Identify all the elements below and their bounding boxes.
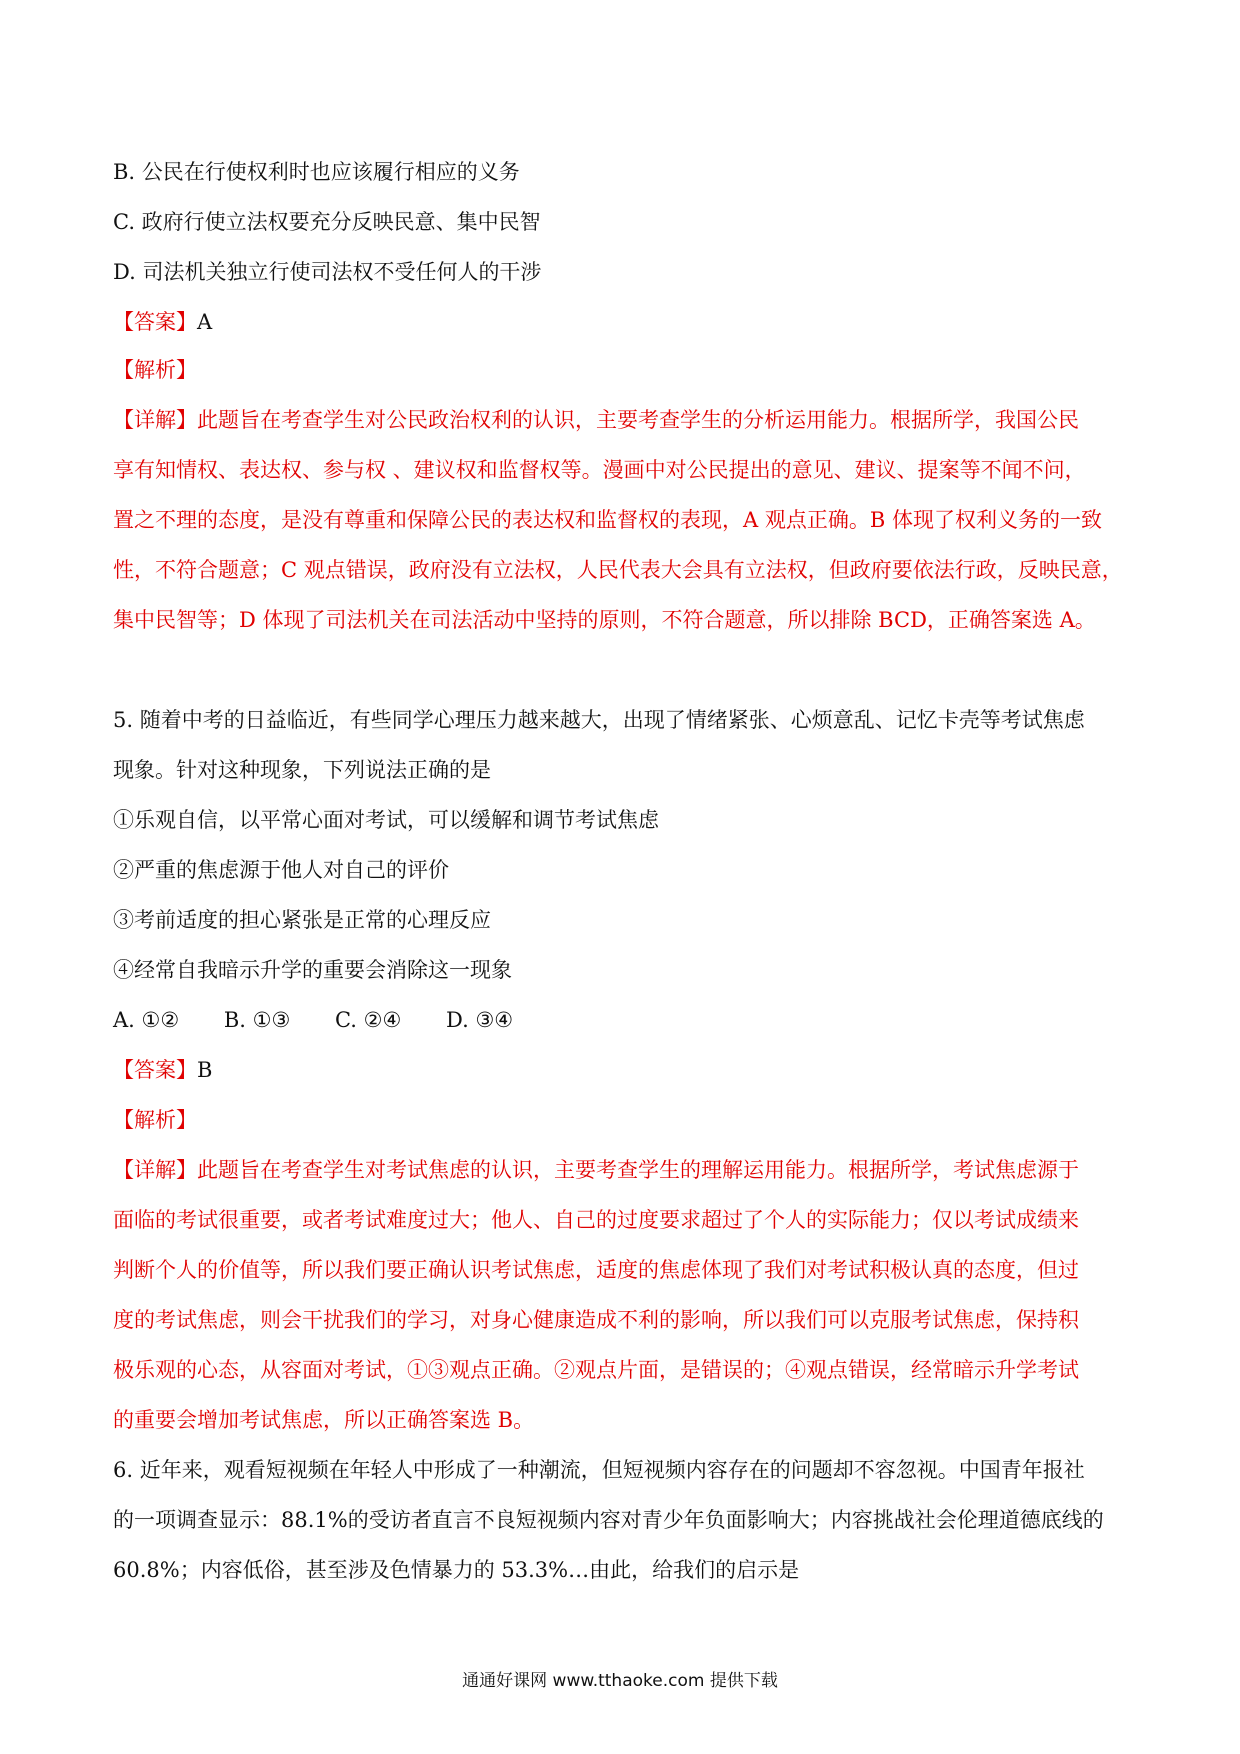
answer-label: 【答案】 <box>113 1058 197 1082</box>
detail-text: 此题旨在考查学生对公民政治权利的认识，主要考查学生的分析运用能力。根据所学，我国公民 <box>197 408 1079 432</box>
analysis-label: 【解析】 <box>113 1108 197 1132</box>
statement-2: ②严重的焦虑源于他人对自己的评价 <box>113 858 449 882</box>
statement-4: ④经常自我暗示升学的重要会消除这一现象 <box>113 958 512 982</box>
detail-line: 置之不理的态度，是没有尊重和保障公民的表达权和监督权的表现，A 观点正确。B 体现了权利义务的一致 <box>113 508 1102 532</box>
statement-1: ①乐观自信，以平常心面对考试，可以缓解和调节考试焦虑 <box>113 808 659 832</box>
answer-line <box>113 306 1133 338</box>
option-b: B. 公民在行使权利时也应该履行相应的义务 <box>113 160 520 184</box>
detail-label: 【详解】 <box>113 408 197 432</box>
answer-line <box>113 1054 1133 1086</box>
question-stem: 5. 随着中考的日益临近，有些同学心理压力越来越大，出现了情绪紧张、心烦意乱、记忆卡壳等考试焦虑 <box>113 708 1085 732</box>
choice-d: D. ③④ <box>446 1008 514 1032</box>
detail-line: 极乐观的心态，从容面对考试，①③观点正确。②观点片面，是错误的；④观点错误，经常暗示升学考试 <box>113 1358 1079 1382</box>
answer-label: 【答案】 <box>113 310 197 334</box>
question-stem: 60.8%；内容低俗，甚至涉及色情暴力的 53.3%…由此，给我们的启示是 <box>113 1558 800 1582</box>
answer-value: A <box>197 310 213 334</box>
question-stem: 的一项调查显示：88.1%的受访者直言不良短视频内容对青少年负面影响大；内容挑战社会伦理道德底线的 <box>113 1508 1104 1532</box>
detail-text: 此题旨在考查学生对考试焦虑的认识，主要考查学生的理解运用能力。根据所学，考试焦虑源于 <box>197 1158 1079 1182</box>
detail-line: 度的考试焦虑，则会干扰我们的学习，对身心健康造成不利的影响，所以我们可以克服考试焦虑，保持积 <box>113 1308 1079 1332</box>
choices-row <box>113 1004 1133 1036</box>
option-d: D. 司法机关独立行使司法权不受任何人的干涉 <box>113 260 542 284</box>
choice-b: B. ①③ <box>223 1008 291 1032</box>
detail-line: 享有知情权、表达权、参与权 、建议权和监督权等。漫画中对公民提出的意见、建议、提案等不闻不问， <box>113 458 1086 482</box>
detail-line <box>113 404 1133 436</box>
detail-line: 的重要会增加考试焦虑，所以正确答案选 B。 <box>113 1408 535 1432</box>
detail-line: 判断个人的价值等，所以我们要正确认识考试焦虑，适度的焦虑体现了我们对考试积极认真的态度，但过 <box>113 1258 1079 1282</box>
detail-line: 面临的考试很重要，或者考试难度过大；他人、自己的过度要求超过了个人的实际能力；仅以考试成绩来 <box>113 1208 1079 1232</box>
analysis-label: 【解析】 <box>113 358 197 382</box>
choice-c: C. ②④ <box>334 1008 402 1032</box>
question-stem: 现象。针对这种现象，下列说法正确的是 <box>113 758 491 782</box>
statement-3: ③考前适度的担心紧张是正常的心理反应 <box>113 908 491 932</box>
detail-label: 【详解】 <box>113 1158 197 1182</box>
detail-line: 性，不符合题意；C 观点错误，政府没有立法权，人民代表大会具有立法权，但政府要依法行政，反映民意， <box>113 558 1123 582</box>
detail-line <box>113 1154 1133 1186</box>
option-c: C. 政府行使立法权要充分反映民意、集中民智 <box>113 210 541 234</box>
answer-value: B <box>197 1058 213 1082</box>
detail-line: 集中民智等；D 体现了司法机关在司法活动中坚持的原则，不符合题意，所以排除 BCD，正确答案选 A。 <box>113 608 1096 632</box>
question-stem: 6. 近年来，观看短视频在年轻人中形成了一种潮流，但短视频内容存在的问题却不容忽视。中国青年报社 <box>113 1458 1085 1482</box>
page-footer: 通通好课网 www.tthaoke.com 提供下载 <box>462 1671 778 1691</box>
choice-a: A. ①② <box>113 1008 180 1032</box>
